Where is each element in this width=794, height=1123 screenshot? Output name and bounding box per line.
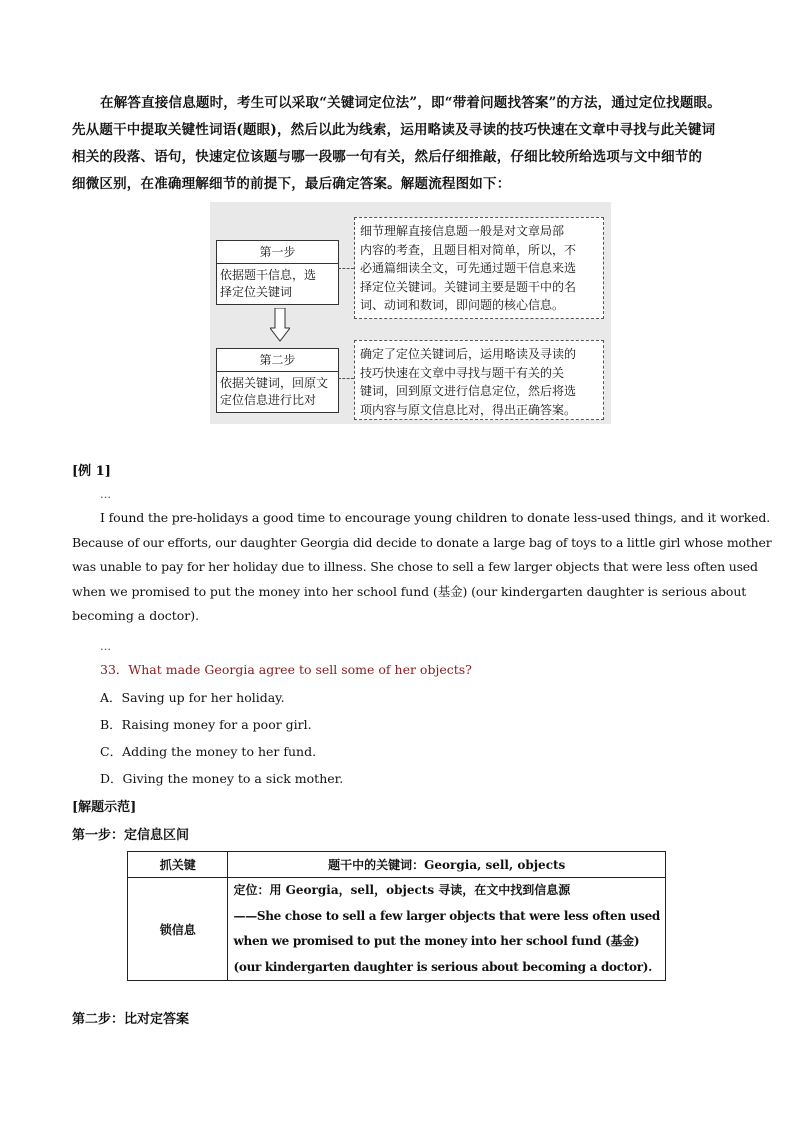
table-cell-source: [228, 878, 666, 981]
passage-line: becoming a doctor).: [72, 608, 200, 623]
step2-note: [354, 340, 604, 420]
source-line: ——She chose to sell a few larger objects that were less often used: [233, 908, 660, 923]
step2-title: 第二步: [217, 349, 338, 372]
table-cell-keywords: 题干中的关键词：Georgia, sell, objects: [228, 852, 666, 878]
passage-line: was unable to pay for her holiday due to illness. She chose to sell a few larger objects that were less often used: [72, 559, 758, 574]
source-line: (our kindergarten daughter is serious about becoming a doctor).: [233, 959, 652, 974]
note-line: 内容的考查，且题目相对简单，所以，不: [360, 242, 577, 257]
note-line: 技巧快速在文章中寻找与题干有关的关: [360, 365, 565, 380]
intro-line: 在解答直接信息题时，考生可以采取“关键词定位法”，即“带着问题找答案”的方法，通过定位找题眼。: [100, 95, 721, 111]
option-d: D．Giving the money to a sick mother.: [100, 771, 344, 786]
intro-line: 先从题干中提取关键性词语(题眼)，然后以此为线索，运用略读及寻读的技巧快速在文章中寻找与此关键词: [72, 122, 716, 138]
passage-line: Because of our efforts, our daughter Georgia did decide to donate a large bag of toys to a little girl whose mother: [72, 534, 772, 550]
note-line: 细节理解直接信息题一般是对文章局部: [360, 224, 565, 238]
step1-label: 第一步：定信息区间: [72, 828, 190, 843]
option-b: B．Raising money for a poor girl.: [100, 717, 312, 732]
demo-label: [解题示范]: [72, 800, 137, 815]
step2-body-line: 定位信息进行比对: [220, 393, 317, 407]
passage-line: I found the pre-holidays a good time to encourage young children to donate less-used things, and it worked.: [100, 510, 771, 525]
step1-body-line: 依据题干信息，选: [220, 268, 317, 282]
step2-body: [217, 372, 338, 412]
info-table: [127, 851, 666, 981]
note-line: 项内容与原文信息比对，得出正确答案。: [360, 402, 577, 417]
intro-line: 细微区别，在准确理解细节的前提下，最后确定答案。解题流程图如下：: [72, 176, 511, 192]
table-cell-grab-key: 抓关键: [128, 852, 228, 878]
passage-line: when we promised to put the money into her school fund (基金) (our kindergarten daughter is serious about: [72, 583, 747, 599]
step1-body: [217, 264, 338, 304]
connector-line: [338, 378, 354, 379]
step1-title: 第一步: [217, 241, 338, 264]
solution-flowchart: [210, 202, 611, 424]
intro-paragraph: [72, 90, 724, 198]
note-line: 必通篇细读全文，可先通过题干信息来选: [360, 261, 577, 275]
example-label: [例 1]: [72, 464, 111, 479]
down-arrow-icon: [270, 308, 290, 342]
note-line: 确定了定位关键词后，运用略读及寻读的: [360, 347, 577, 361]
source-line: 定位：用 Georgia，sell，objects 寻读，在文中找到信息源: [233, 883, 571, 897]
step2-body-line: 依据关键词，回原文: [220, 376, 329, 390]
ellipsis: …: [100, 488, 111, 501]
option-a: A．Saving up for her holiday.: [100, 690, 285, 705]
table-cell-lock-info: 锁信息: [128, 878, 228, 981]
step2-label: 第二步：比对定答案: [72, 1012, 190, 1027]
ellipsis: …: [100, 640, 111, 653]
source-line: when we promised to put the money into her school fund (基金): [233, 934, 640, 948]
step1-body-line: 择定位关键词: [220, 285, 293, 299]
intro-line: 相关的段落、语句，快速定位该题与哪一段哪一句有关，然后仔细推敲，仔细比较所给选项与文中细节的: [72, 149, 703, 165]
example-passage: [72, 506, 772, 629]
question-33: 33．What made Georgia agree to sell some of her objects?: [100, 662, 472, 677]
step1-box: [216, 240, 339, 305]
step2-box: [216, 348, 339, 413]
note-line: 键词，回到原文进行信息定位，然后将选: [360, 384, 577, 398]
step1-note: [354, 217, 604, 319]
option-c: C．Adding the money to her fund.: [100, 744, 317, 759]
connector-line: [338, 268, 354, 269]
note-line: 择定位关键词。关键词主要是题干中的名: [360, 279, 577, 294]
note-line: 词、动词和数词，即问题的核心信息。: [360, 298, 565, 312]
